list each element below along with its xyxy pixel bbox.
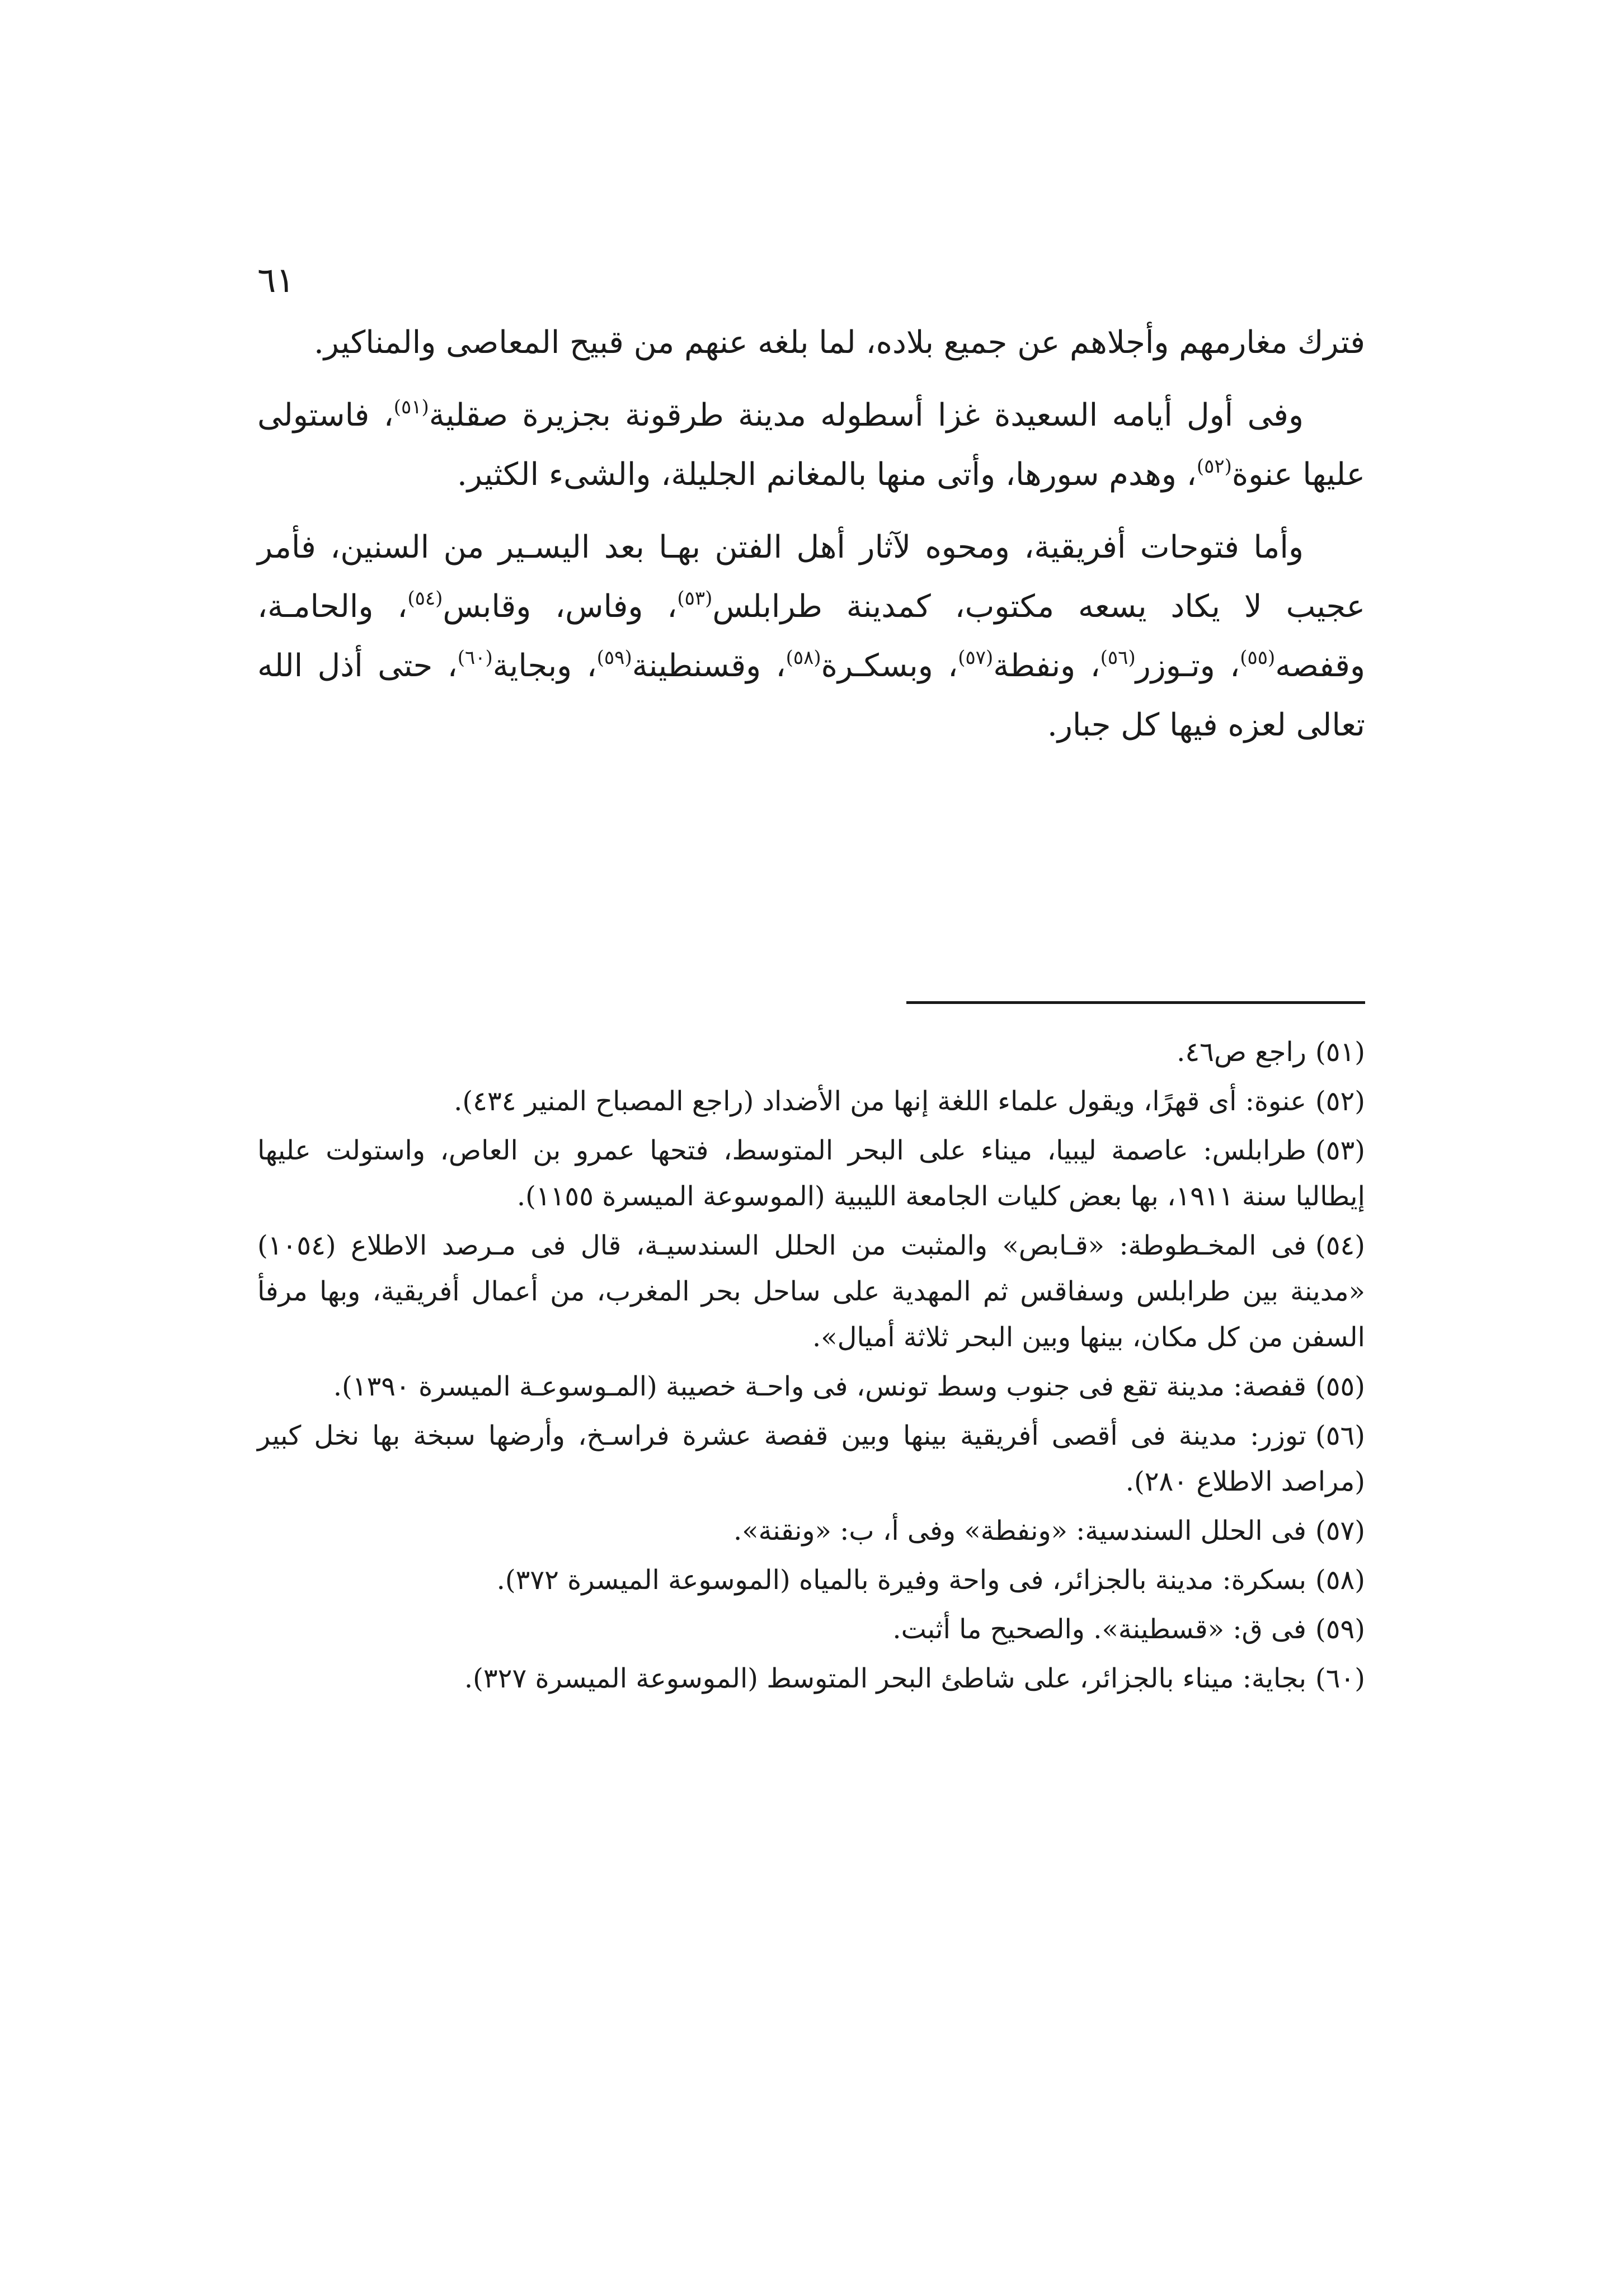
main-text	[257, 313, 1365, 769]
paragraph-3	[257, 518, 1365, 755]
footnote-number: (٥٦)	[1315, 1420, 1365, 1451]
footnote-number: (٥٩)	[1315, 1614, 1365, 1645]
footnote-59	[257, 1606, 1365, 1652]
paragraph-1: فترك مغارمهم وأجلاهم عن جميع بلاده، لما بلغه عنهم من قبيح المعاصى والمناكير.	[313, 324, 1365, 361]
footnote-ref-53[interactable]: (٥٣)	[677, 587, 713, 610]
footnote-number: (٥٤)	[1315, 1230, 1365, 1261]
footnote-53	[257, 1128, 1365, 1219]
paragraph-3-part-i: ، حتى أذل الله تعالى لعزه فيها كل جبار.	[257, 648, 1365, 743]
footnote-54	[257, 1223, 1365, 1360]
footnote-text: طرابلس: عاصمة ليبيا، ميناء على البحر المتوسط، فتحها عمرو بن العاص، واستولت عليها إيطاليا سنة ١٩١١، بها بعض كليات الجامعة الليبية (الموسوعة الميسرة ١١٥٥).	[257, 1135, 1365, 1212]
footnote-number: (٥٣)	[1315, 1135, 1366, 1166]
footnote-ref-51[interactable]: (٥١)	[393, 396, 429, 418]
footnote-text: بسكرة: مدينة بالجزائر، فى واحة وفيرة بالمياه (الموسوعة الميسرة ٣٧٢).	[496, 1564, 1306, 1596]
footnotes	[257, 1029, 1365, 1705]
footnote-ref-54[interactable]: (٥٤)	[407, 587, 443, 610]
paragraph-3-part-g: ، وقسنطينة	[632, 648, 786, 684]
footnote-number: (٥١)	[1315, 1036, 1365, 1068]
footnote-number: (٥٨)	[1315, 1564, 1365, 1596]
footnote-ref-59[interactable]: (٥٩)	[596, 647, 632, 669]
paragraph-2-part-b: ، فاستولى عليها عنوة	[257, 397, 1365, 493]
paragraph-3-part-h: ، وبجاية	[492, 648, 597, 684]
footnote-60	[257, 1656, 1365, 1701]
footnote-57	[257, 1508, 1365, 1554]
footnote-ref-56[interactable]: (٥٦)	[1100, 647, 1136, 669]
footnote-text: توزر: مدينة فى أقصى أفريقية بينها وبين قفصة عشرة فراسـخ، وأرضها سبخة بها نخل كبير (مراصد الاطلاع ٢٨٠).	[257, 1420, 1365, 1497]
footnote-text: قفصة: مدينة تقع فى جنوب وسط تونس، فى واحـة خصيبة (المـوسوعـة الميسرة ١٣٩٠).	[333, 1371, 1306, 1402]
paragraph-2-part-c: ، وهدم سورها، وأتى منها بالمغانم الجليلة، والشىء الكثير.	[457, 456, 1197, 493]
footnote-text: عنوة: أى قهرًا، ويقول علماء اللغة إنها من الأضداد (راجع المصباح المنير ٤٣٤).	[454, 1086, 1306, 1117]
footnote-55	[257, 1364, 1365, 1409]
paragraph-3-part-e: ، ونفطة	[993, 648, 1100, 684]
footnote-number: (٥٢)	[1315, 1086, 1365, 1117]
paragraph-2	[257, 386, 1365, 505]
footnote-text: فى ق: «قسطينة». والصحيح ما أثبت.	[892, 1614, 1306, 1645]
footnote-ref-55[interactable]: (٥٥)	[1240, 647, 1276, 669]
footnote-ref-58[interactable]: (٥٨)	[786, 647, 821, 669]
footnote-number: (٥٥)	[1315, 1371, 1365, 1402]
footnote-52	[257, 1078, 1365, 1124]
footnote-separator	[906, 1001, 1365, 1004]
paragraph-3-part-f: ، وبسكـرة	[821, 648, 958, 684]
footnote-ref-60[interactable]: (٦٠)	[457, 647, 493, 669]
paragraph-3-part-b: ، وفاس، وقابس	[443, 588, 678, 625]
footnote-58	[257, 1557, 1365, 1603]
footnote-text: فى الحلل السندسية: «ونفطة» وفى أ، ب: «ونقنة».	[733, 1515, 1306, 1547]
footnote-ref-52[interactable]: (٥٢)	[1196, 455, 1232, 478]
paragraph-3-part-d: ، وتـوزر	[1135, 648, 1240, 684]
paragraph-2-part-a: وفى أول أيامه السعيدة غزا أسطوله مدينة طرقونة بجزيرة صقلية	[429, 397, 1304, 433]
footnote-51	[257, 1029, 1365, 1075]
page-number: ٦١	[257, 260, 295, 300]
paragraph-3-part-a: وأما فتوحات أفريقية، ومحوه لآثار أهل الفتن بهـا بعد اليسـير من السنين، فأمر عجيب لا يكاد يسعه مكتوب، كمدينة طرابلس	[257, 529, 1366, 625]
footnote-ref-57[interactable]: (٥٧)	[958, 647, 994, 669]
footnote-text: بجاية: ميناء بالجزائر، على شاطئ البحر المتوسط (الموسوعة الميسرة ٣٢٧).	[464, 1663, 1306, 1694]
footnote-number: (٦٠)	[1315, 1663, 1365, 1694]
footnote-56	[257, 1413, 1365, 1505]
footnote-text: راجع ص٤٦.	[1177, 1036, 1306, 1068]
footnote-text: فى المخـطوطة: «قـابص» والمثبت من الحلل السندسيـة، قال فى مـرصد الاطلاع (١٠٥٤) «مدينة بين طرابلس وسفاقس ثم المهدية على ساحل بحر المغرب، من أعمال أفريقية، وبها مرفأ السفن من كل مكان، بينها وبين البحر ثلاثة أميال».	[257, 1230, 1365, 1353]
paragraph-3-part-c: ، والحامـة، وقفصه	[257, 588, 1365, 684]
footnote-number: (٥٧)	[1315, 1515, 1365, 1547]
